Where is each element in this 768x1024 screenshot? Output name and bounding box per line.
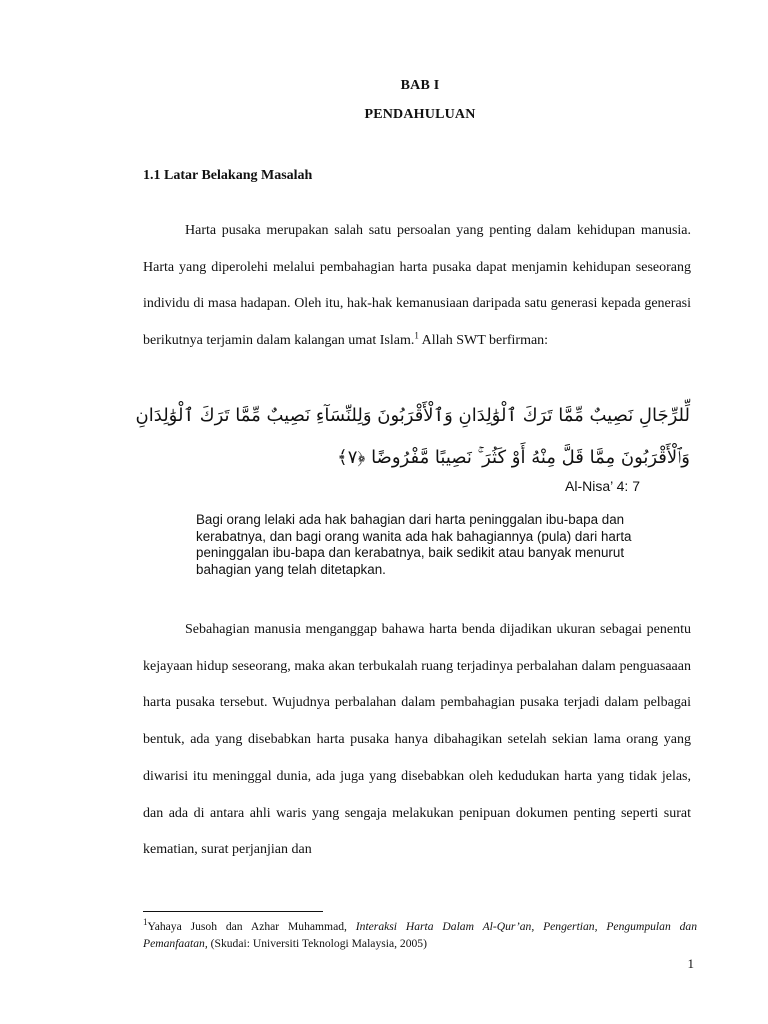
paragraph-second	[143, 612, 691, 869]
paragraph-intro-continuation: Allah SWT berfirman:	[418, 333, 549, 349]
paragraph-second-text: Sebahagian manusia menganggap bahawa harta benda dijadikan ukuran sebagai penentu kejayaan hidup seseorang, maka akan terbukalah ruang terjadinya perbalahan dalam penguasaaan harta pusaka tersebut. Wujudnya perbalahan dalam pembahagian pusaka terjadi dalam pelbagai bentuk, ada yang disebabkan harta pusaka hanya dibahagikan setelah sekian lama orang yang diwarisi itu meninggal dunia, ada juga yang disebabkan oleh kedudukan harta yang tidak jelas, dan ada di antara ahli waris yang sengaja melakukan penipuan dokumen penting seperti surat kematian, surat perjanjian dan	[143, 622, 691, 858]
verse-citation: Al-Nisa’ 4: 7	[565, 478, 640, 494]
footnote-reference: 1	[414, 330, 419, 341]
paragraph-intro	[143, 213, 691, 360]
footnote-number: 1	[143, 917, 148, 928]
quran-verse-line-2: وَٱلْأَقْرَبُونَ مِمَّا قَلَّ مِنْهُ أَوْ كَثُرَ ۚ نَصِيبًا مَّفْرُوضًا ﴿٧﴾	[337, 447, 690, 468]
chapter-title: PENDAHULUAN	[364, 107, 476, 122]
page-number: 1	[687, 956, 694, 971]
section-heading: 1.1 Latar Belakang Masalah	[143, 168, 313, 183]
verse-translation: Bagi orang lelaki ada hak bahagian dari harta peninggalan ibu-bapa dan kerabatnya, dan bagi orang wanita ada hak bahagiannya (pula) dari harta peninggalan ibu-bapa dan kerabatnya, baik sedikit atau banyak menurut bahagian yang telah ditetapkan.	[196, 512, 632, 577]
footnote-divider	[143, 911, 323, 912]
footnote	[143, 918, 697, 952]
paragraph-intro-text: Harta pusaka merupakan salah satu persoalan yang penting dalam kehidupan manusia. Harta yang diperolehi melalui pembahagian harta pusaka dapat menjamin kehidupan seseorang individu di masa hadapan. Oleh itu, hak-hak kemanusiaan daripada satu generasi kepada generasi berikutnya terjamin dalam kalangan umat Islam.	[143, 223, 691, 349]
quran-verse-line-1: لِّلرِّجَالِ نَصِيبٌ مِّمَّا تَرَكَ ٱلْوَٰلِدَانِ وَٱلْأَقْرَبُونَ وَلِلنِّسَآءِ نَصِيبٌ مِّمَّا تَرَكَ ٱلْوَٰلِدَانِ	[135, 405, 690, 426]
footnote-authors: Yahaya Jusoh dan Azhar Muhammad,	[147, 920, 356, 933]
footnote-book-title: Interaksi Harta Dalam Al-Qur’an, Pengertian, Pengumpulan dan Pemanfaatan,	[143, 920, 697, 950]
footnote-publication: (Skudai: Universiti Teknologi Malaysia, 2005)	[207, 937, 427, 950]
chapter-number: BAB I	[400, 78, 440, 93]
